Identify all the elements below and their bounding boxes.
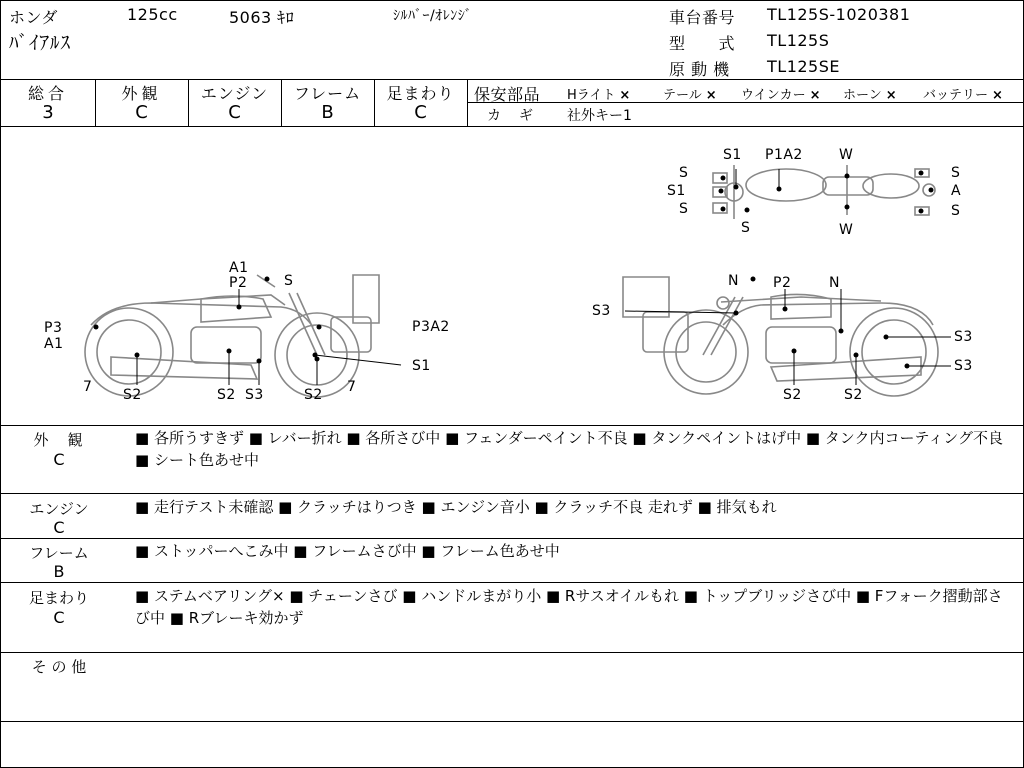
section-label-suspension: 足まわり bbox=[28, 589, 89, 607]
grade-value-frame: B bbox=[321, 102, 334, 123]
grade-label-frame: フレーム bbox=[293, 84, 362, 103]
grade-value-exterior: C bbox=[135, 102, 148, 123]
maker: ホンダ bbox=[9, 8, 58, 27]
frame-no: TL125S-1020381 bbox=[767, 5, 911, 24]
mileage: 5063 ｷﾛ bbox=[229, 8, 295, 27]
grade-value-suspension: C bbox=[414, 102, 427, 123]
section-label-exterior: 外 観 bbox=[33, 431, 85, 449]
mark-top-s-left-lower: S bbox=[679, 201, 689, 217]
safety-part-winker: ウインカー × bbox=[741, 88, 821, 103]
grade-value-engine: C bbox=[228, 102, 241, 123]
mark-left-s: S bbox=[284, 273, 294, 289]
mark-right-p2: P2 bbox=[773, 275, 792, 291]
section-label-other: そ の 他 bbox=[31, 658, 87, 676]
safety-part-battery: バッテリー × bbox=[923, 88, 1003, 103]
section-label-frame: フレーム bbox=[29, 544, 89, 562]
model-name: ﾊﾞｲｱﾙｽ bbox=[9, 32, 72, 54]
type-label: 型 式 bbox=[669, 34, 736, 53]
section-grade-suspension: C bbox=[53, 608, 65, 627]
mark-left-7-rear: 7 bbox=[83, 379, 93, 395]
mark-left-s2-front: S2 bbox=[304, 387, 323, 403]
grade-label-engine: エンジン bbox=[200, 84, 269, 103]
mark-top-w: W bbox=[839, 147, 854, 163]
damage-markers bbox=[94, 169, 952, 385]
mark-right-s3-upper: S3 bbox=[954, 329, 973, 345]
mark-top-s1: S1 bbox=[723, 147, 742, 163]
grade-value-overall: 3 bbox=[42, 102, 54, 123]
mark-top-s-right-lower: S bbox=[951, 203, 961, 219]
bike-left-view bbox=[85, 275, 379, 397]
mark-left-7-front: 7 bbox=[347, 379, 357, 395]
mark-right-s3-lower: S3 bbox=[954, 358, 973, 374]
mark-right-s2-rear: S2 bbox=[844, 387, 863, 403]
type-value: TL125S bbox=[767, 31, 830, 50]
mark-right-n-handle: N bbox=[728, 273, 739, 289]
mark-top-s-left-upper: S bbox=[679, 165, 689, 181]
section-grade-exterior: C bbox=[53, 450, 65, 469]
section-grade-engine: C bbox=[53, 518, 65, 537]
grade-label-overall: 総合 bbox=[27, 84, 68, 103]
section-text-engine: ■ 走行テスト未確認 ■ クラッチはりつき ■ エンジン音小 ■ クラッチ不良 走れず ■ 排気もれ bbox=[135, 498, 777, 516]
mark-top-w-bottom: W bbox=[839, 222, 854, 238]
mark-right-s3-box: S3 bbox=[592, 303, 611, 319]
key-label: カ ギ bbox=[487, 108, 535, 124]
displacement: 125cc bbox=[127, 5, 178, 24]
mark-left-p2: P2 bbox=[229, 275, 248, 291]
mark-left-s2-rear: S2 bbox=[123, 387, 142, 403]
frame-no-label: 車台番号 bbox=[669, 8, 736, 27]
section-label-engine: エンジン bbox=[29, 500, 89, 518]
mark-top-s1-left: S1 bbox=[667, 183, 686, 199]
mark-top-a: A bbox=[951, 183, 962, 199]
mark-left-s2-engine: S2 bbox=[217, 387, 236, 403]
color: ｼﾙﾊﾞｰ/ｵﾚﾝｼﾞ bbox=[393, 8, 473, 24]
engine-value: TL125SE bbox=[767, 57, 840, 76]
mark-right-s2-engine: S2 bbox=[783, 387, 802, 403]
grade-label-exterior: 外観 bbox=[121, 84, 162, 103]
section-text-exterior: ■ 各所うすきず ■ レバー折れ ■ 各所さび中 ■ フェンダーペイント不良 ■ タンクペイントはげ中 ■ タンク内コーティング不良 ■ シート色あせ中 bbox=[135, 429, 1003, 469]
engine-label: 原 動 機 bbox=[669, 60, 730, 79]
grade-label-suspension: 足まわり bbox=[386, 84, 455, 103]
mark-top-s-bottom: S bbox=[741, 220, 751, 236]
mark-right-n: N bbox=[829, 275, 840, 291]
section-text-frame: ■ ストッパーへこみ中 ■ フレームさび中 ■ フレーム色あせ中 bbox=[135, 542, 560, 560]
mark-top-p1a2: P1A2 bbox=[765, 147, 803, 163]
section-text-suspension: ■ ステムベアリング× ■ チェーンさび ■ ハンドルまがり小 ■ Rサスオイルもれ ■ トップブリッジさび中 ■ Fフォーク摺動部さび中 ■ Rブレーキ効かず bbox=[135, 587, 1003, 627]
safety-part-horn: ホーン × bbox=[843, 88, 897, 103]
mark-left-p3: P3 bbox=[44, 320, 63, 336]
mark-left-s3: S3 bbox=[245, 387, 264, 403]
mark-left-a1-top: A1 bbox=[229, 260, 249, 276]
section-grade-frame: B bbox=[53, 562, 65, 581]
mark-left-s1: S1 bbox=[412, 358, 431, 374]
mark-top-s-right-upper: S bbox=[951, 165, 961, 181]
safety-part-headlight: Hライト × bbox=[567, 88, 631, 103]
safety-label: 保安部品 bbox=[474, 85, 541, 104]
key-value: 社外キー1 bbox=[567, 108, 632, 124]
safety-part-tail: テール × bbox=[663, 88, 717, 103]
mark-left-p3a2: P3A2 bbox=[412, 319, 450, 335]
damage-diagram bbox=[1, 127, 1023, 425]
mark-left-a1: A1 bbox=[44, 336, 64, 352]
